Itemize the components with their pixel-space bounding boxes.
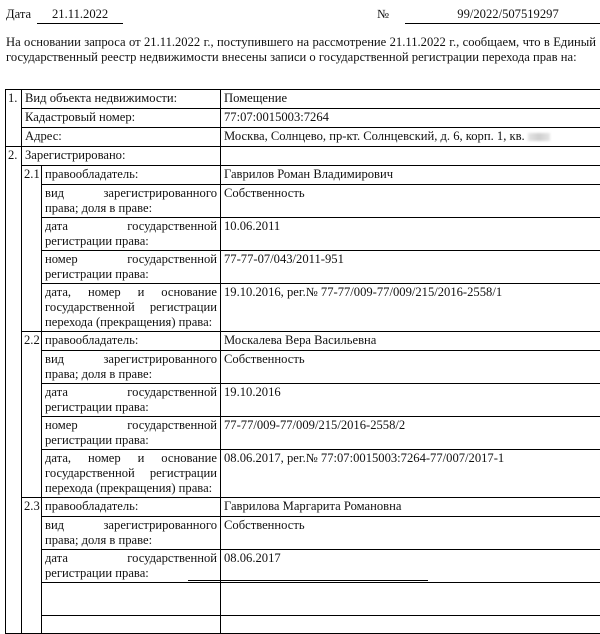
object-type-label: Вид объекта недвижимости: xyxy=(22,90,221,109)
holder-label: правообладатель: xyxy=(42,166,221,185)
reg-number-label: номер государственной регистрации права: xyxy=(42,417,221,450)
table-row xyxy=(6,616,600,634)
section-number: 1. xyxy=(6,90,22,147)
empty-cell xyxy=(42,583,221,616)
table-row xyxy=(6,332,600,351)
holder-value: Гаврилов Роман Владимирович xyxy=(221,166,600,185)
table-row xyxy=(6,90,600,109)
table-row xyxy=(6,384,600,417)
section-number: 2. xyxy=(6,147,22,634)
date-header xyxy=(6,7,123,24)
reg-date-value: 08.06.2017 xyxy=(221,550,600,583)
reg-date-label: дата государственной регистрации права: xyxy=(42,384,221,417)
table-row xyxy=(6,351,600,384)
date-value: 21.11.2022 xyxy=(37,7,123,24)
table-row xyxy=(6,517,600,550)
table-row xyxy=(6,417,600,450)
date-label: Дата xyxy=(6,7,31,21)
holder-label: правообладатель: xyxy=(42,498,221,517)
table-row xyxy=(6,109,600,128)
address-value: Москва, Солнцево, пр-кт. Солнцевский, д. 6, корп. 1, кв. xyxy=(224,129,525,143)
object-type-value: Помещение xyxy=(221,90,600,109)
intro-paragraph: На основании запроса от 21.11.2022 г., поступившего на рассмотрение 21.11.2022 г., сообщаем, что в Единый государственный реестр недвижимости внесены записи о государственной регистрации перехода прав на: xyxy=(6,35,596,64)
reg-number-value: 77-77/009-77/009/215/2016-2558/2 xyxy=(221,417,600,450)
table-row xyxy=(6,147,600,166)
registered-value xyxy=(221,147,600,166)
table-row xyxy=(6,583,600,616)
empty-cell xyxy=(42,616,221,634)
table-row xyxy=(6,185,600,218)
table-row xyxy=(6,166,600,185)
registered-label: Зарегистрировано: xyxy=(22,147,221,166)
redacted-mark xyxy=(528,133,550,141)
transfer-value: 19.10.2016, рег.№ 77-77/009-77/009/215/2016-2558/1 xyxy=(221,284,600,332)
right-type-label: вид зарегистрированного права; доля в праве: xyxy=(42,351,221,384)
table-row xyxy=(6,450,600,498)
transfer-label: дата, номер и основание государственной регистрации перехода (прекращения) права: xyxy=(42,450,221,498)
right-type-label: вид зарегистрированного права; доля в праве: xyxy=(42,185,221,218)
right-type-label: вид зарегистрированного права; доля в праве: xyxy=(42,517,221,550)
empty-cell xyxy=(221,616,600,634)
table-row xyxy=(6,498,600,517)
reg-date-label: дата государственной регистрации права: xyxy=(42,550,221,583)
reg-number-label: номер государственной регистрации права: xyxy=(42,251,221,284)
table-row xyxy=(6,218,600,251)
right-type-value: Собственность xyxy=(221,517,600,550)
address-label: Адрес: xyxy=(22,128,221,147)
number-label: № xyxy=(377,7,389,21)
subsection-number: 2.2 xyxy=(22,332,42,498)
holder-label: правообладатель: xyxy=(42,332,221,351)
subsection-number: 2.3 xyxy=(22,498,42,634)
cadastral-label: Кадастровый номер: xyxy=(22,109,221,128)
reg-number-value: 77-77-07/043/2011-951 xyxy=(221,251,600,284)
subsection-number: 2.1 xyxy=(22,166,42,332)
reg-date-value: 10.06.2011 xyxy=(221,218,600,251)
number-header xyxy=(377,7,600,24)
address-cell xyxy=(221,128,600,147)
holder-value: Гаврилова Маргарита Романовна xyxy=(221,498,600,517)
transfer-label: дата, номер и основание государственной регистрации перехода (прекращения) права: xyxy=(42,284,221,332)
empty-cell xyxy=(221,583,600,616)
transfer-value: 08.06.2017, рег.№ 77:07:0015003:7264-77/007/2017-1 xyxy=(221,450,600,498)
registry-table xyxy=(5,89,600,634)
reg-date-value: 19.10.2016 xyxy=(221,384,600,417)
right-type-value: Собственность xyxy=(221,185,600,218)
reg-date-label: дата государственной регистрации права: xyxy=(42,218,221,251)
holder-value: Москалева Вера Васильевна xyxy=(221,332,600,351)
table-row xyxy=(6,128,600,147)
number-value: 99/2022/507519297 xyxy=(405,7,600,24)
right-type-value: Собственность xyxy=(221,351,600,384)
table-row xyxy=(6,251,600,284)
table-row xyxy=(6,550,600,583)
signature-line xyxy=(188,580,428,581)
cadastral-value: 77:07:0015003:7264 xyxy=(221,109,600,128)
table-row xyxy=(6,284,600,332)
